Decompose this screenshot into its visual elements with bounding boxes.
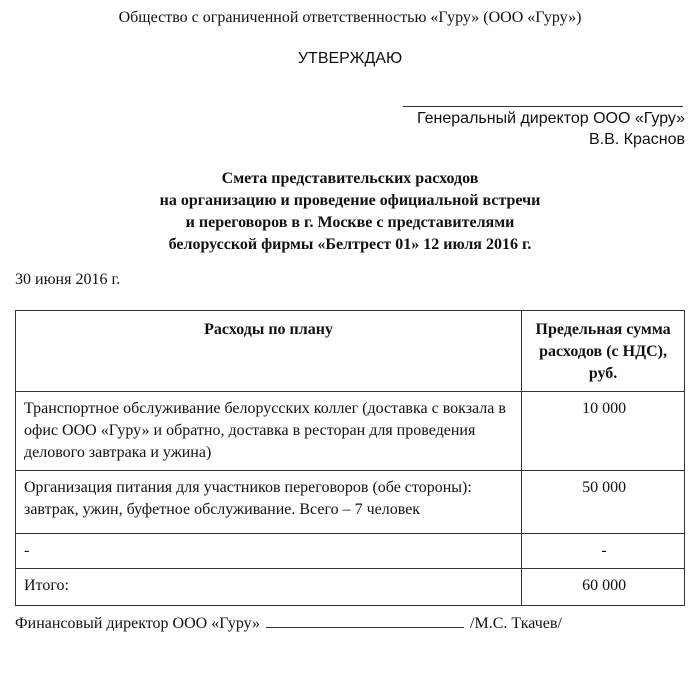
expense-item: -	[16, 534, 522, 569]
expense-amount: 50 000	[522, 471, 685, 534]
title-line-3: и переговоров в г. Москве с представителями	[185, 214, 515, 231]
expense-amount: 10 000	[522, 392, 685, 471]
table-row	[16, 534, 685, 569]
title-line-2: на организацию и проведение официальной встречи	[159, 192, 541, 209]
financial-director-title: Финансовый директор ООО «Гуру»	[15, 615, 261, 632]
table-header-row	[16, 311, 685, 392]
expense-amount: -	[522, 534, 685, 569]
total-amount: 60 000	[522, 569, 685, 606]
document-date: 30 июня 2016 г.	[15, 271, 121, 288]
table-row	[16, 471, 685, 534]
financial-director-signature	[15, 613, 562, 633]
title-line-1: Смета представительских расходов	[221, 170, 479, 187]
director-signature-line	[403, 106, 683, 107]
column-header-item: Расходы по плану	[16, 311, 522, 392]
total-row	[16, 569, 685, 606]
signature-blank-line	[266, 613, 464, 628]
title-line-4: белорусской фирмы «Белтрест 01» 12 июля 2016 г.	[168, 236, 532, 253]
document-title	[0, 168, 700, 256]
organization-name: Общество с ограниченной ответственностью «Гуру» (ООО «Гуру»)	[118, 9, 582, 26]
financial-director-name: /М.С. Ткачев/	[470, 615, 562, 632]
director-name: В.В. Краснов	[588, 131, 685, 148]
expense-item: Организация питания для участников переговоров (обе стороны): завтрак, ужин, буфетное обслуживание. Всего – 7 человек	[16, 471, 522, 534]
table-row	[16, 392, 685, 471]
approve-label: УТВЕРЖДАЮ	[297, 50, 403, 67]
director-title: Генеральный директор ООО «Гуру»	[417, 110, 685, 127]
expense-item: Транспортное обслуживание белорусских коллег (доставка с вокзала в офис ООО «Гуру» и обратно, доставка в ресторан для проведения делового завтрака и ужина)	[16, 392, 522, 471]
column-header-amount: Предельная сумма расходов (с НДС), руб.	[522, 311, 685, 392]
total-label: Итого:	[16, 569, 522, 606]
estimate-table	[15, 310, 685, 606]
